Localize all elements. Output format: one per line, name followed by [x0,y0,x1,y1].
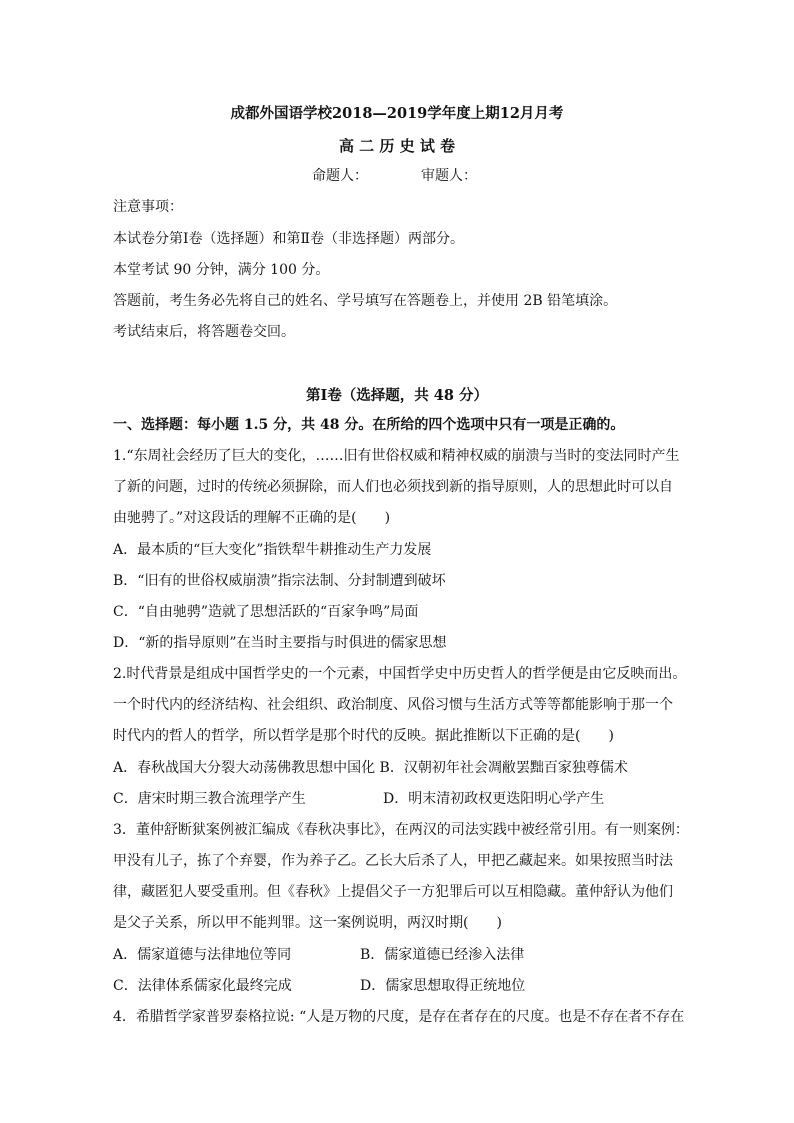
reviewer-label: 审题人： [421,168,477,184]
option-a-b: A．春秋战国大分裂大动荡佛教思想中国化 B．汉朝初年社会凋敝罢黜百家独尊儒术 [113,760,628,776]
section-instruction: 一、选择题：每小题 1.5 分，共 48 分。在所给的四个选项中只有一项是正确的。 [113,417,625,433]
option-a: A．儒家道德与法律地位等同 [113,947,292,963]
subject-title: 高 二 历 史 试 卷 [338,137,456,155]
option-c: C．法律体系儒家化最终完成 [113,978,292,994]
option-b: B．“旧有的世俗权威崩溃”指宗法制、分封制遭到破坏 [113,573,446,589]
option-b: B．儒家道德已经渗入法律 [360,947,525,963]
question-1-line: 1.“东周社会经历了巨大的变化，……旧有世俗权威和精神权威的崩溃与当时的变法同时产生 [113,448,680,464]
question-3-line: 是父子关系，所以甲不能判罪。这一案例说明，两汉时期( ) [113,915,502,931]
question-2-line: 2.时代背景是组成中国哲学史的一个元素，中国哲学史中历史哲人的哲学便是由它反映而出。 [113,666,687,682]
option-d: D．明末清初政权更迭阳明心学产生 [383,791,605,807]
question-2-line: 时代内的哲人的哲学，所以哲学是那个时代的反映。据此推断以下正确的是( ) [113,728,614,744]
option-c: C．唐宋时期三教合流理学产生 [113,791,306,807]
notice-item: 考试结束后，将答题卷交回。 [113,324,295,340]
option-d: D．儒家思想取得正统地位 [360,978,526,994]
setter-label: 命题人： [312,168,368,184]
section-title: 第Ⅰ卷（选择题，共 48 分） [305,387,489,404]
option-c: C．“自由驰骋”造就了思想活跃的“百家争鸣”局面 [113,604,419,620]
question-4-line: 4．希腊哲学家普罗泰格拉说: “人是万物的尺度，是存在者存在的尺度。也是不存在者不存在 [113,1009,685,1025]
question-1-line: 由驰骋了。”对这段话的理解不正确的是( ) [113,510,391,526]
question-1-line: 了新的问题，过时的传统必须摒除，而人们也必须找到新的指导原则，人的思想此时可以自 [113,479,673,495]
question-3-line: 律，藏匿犯人要受重刑。但《春秋》上提倡父子一方犯罪后可以互相隐藏。董仲舒认为他们 [113,884,673,900]
question-3-line: 3．董仲舒断狱案例被汇编成《春秋决事比》，在两汉的司法实践中被经常引用。有一则案例： [113,822,689,838]
option-a: A．最本质的“巨大变化”指铁犁牛耕推动生产力发展 [113,542,432,558]
notice-item: 本堂考试 90 分钟，满分 100 分。 [113,262,330,278]
school-title: 成都外国语学校2018—2019学年度上期12月月考 [230,105,564,122]
notice-item: 答题前，考生务必先将自己的姓名、学号填写在答题卷上，并使用 2B 铅笔填涂。 [113,293,618,309]
notice-heading: 注意事项： [113,199,183,215]
question-3-line: 甲没有儿子，拣了个弃婴，作为养子乙。乙长大后杀了人，甲把乙藏起来。如果按照当时法 [113,853,673,869]
notice-item: 本试卷分第Ⅰ卷（选择题）和第Ⅱ卷（非选择题）两部分。 [113,231,465,247]
question-2-line: 一个时代内的经济结构、社会组织、政治制度、风俗习惯与生活方式等等都能影响于那一个 [113,697,673,713]
option-d: D．“新的指导原则”在当时主要指与时俱进的儒家思想 [113,635,447,651]
